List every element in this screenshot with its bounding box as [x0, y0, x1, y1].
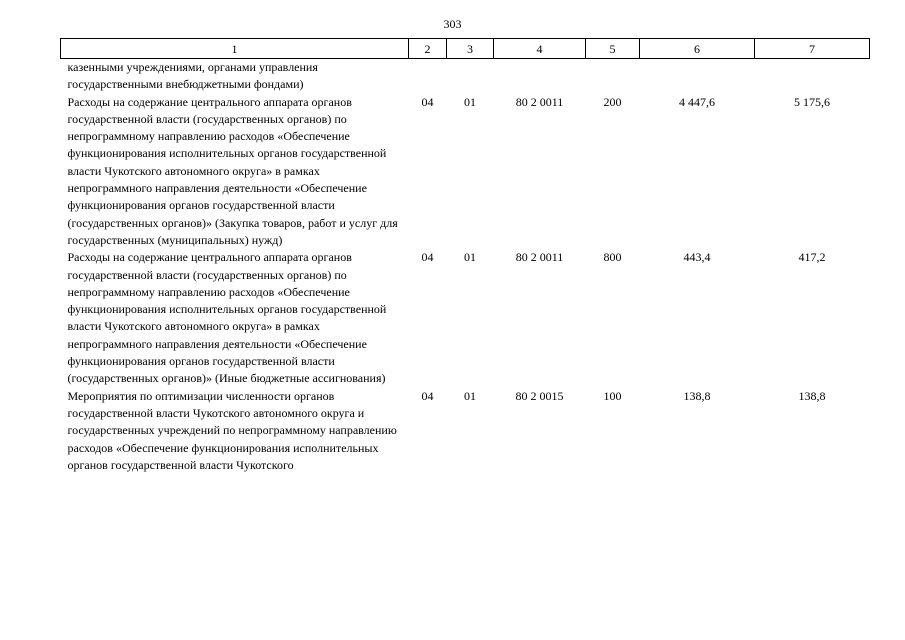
column-header-row	[61, 39, 870, 59]
table-row	[61, 94, 870, 250]
row-section	[409, 59, 447, 94]
row-description: казенными учреждениями, органами управления государственными внебюджетными фондами)	[67, 60, 318, 92]
row-description: Расходы на содержание центрального аппарата органов государственной власти (государственных органов) по непрограммному направлению расходов «Обеспечение функционирования исполнительных органов государственной власти Чукотского автономного округа» в рамках непрограммного направления деятельности «Обеспечение функционирования органов государственной власти (государственных органов)» (Иные бюджетные ассигнования)	[67, 250, 387, 386]
column-header-3: 3	[447, 39, 494, 59]
row-expense-type: 800	[603, 250, 622, 265]
table-row	[61, 249, 870, 387]
row-expense-type: 200	[603, 94, 622, 109]
row-amount-2	[755, 59, 870, 94]
row-subsection: 01	[464, 94, 476, 109]
row-expense-type: 100	[603, 388, 622, 403]
column-header-5: 5	[586, 39, 640, 59]
row-section: 04	[421, 94, 434, 109]
column-header-1: 1	[61, 39, 409, 59]
row-subsection: 01	[464, 388, 476, 403]
row-expense-type	[586, 59, 640, 94]
row-description: Расходы на содержание центрального аппарата органов государственной власти (государственных органов) по непрограммному направлению расходов «Обеспечение функционирования исполнительных органов государственной власти Чукотского автономного округа» в рамках непрограммного направления деятельности «Обеспечение функционирования органов государственной власти (государственных органов)» (Закупка товаров, работ и услуг для государственных (муниципальных) нужд)	[67, 94, 398, 247]
column-header-2: 2	[409, 39, 447, 59]
row-amount-1	[640, 59, 755, 94]
row-amount-1: 138,8	[683, 388, 711, 403]
row-subsection: 01	[464, 250, 476, 265]
column-header-4: 4	[494, 39, 586, 59]
row-amount-1: 443,4	[683, 250, 711, 265]
row-amount-2: 138,8	[798, 388, 826, 403]
table-row	[61, 388, 870, 474]
row-target-article: 80 2 0015	[515, 388, 564, 403]
page-number: 303	[443, 17, 462, 31]
table-row	[61, 59, 870, 94]
row-amount-1: 4 447,6	[679, 94, 715, 109]
row-section: 04	[421, 388, 434, 403]
column-header-7: 7	[755, 39, 870, 59]
row-amount-2: 417,2	[798, 250, 826, 265]
column-header-6: 6	[640, 39, 755, 59]
row-target-article	[494, 59, 586, 94]
row-section: 04	[421, 250, 434, 265]
row-target-article: 80 2 0011	[515, 94, 564, 109]
budget-table	[60, 38, 870, 474]
row-target-article: 80 2 0011	[515, 250, 564, 265]
row-description: Мероприятия по оптимизации численности органов государственной власти Чукотского автономного округа и государственных учреждений по непрограммному направлению расходов «Обеспечение функционирования исполнительных органов государственной власти Чукотского	[67, 388, 397, 472]
row-amount-2: 5 175,6	[794, 94, 830, 109]
row-subsection	[447, 59, 494, 94]
